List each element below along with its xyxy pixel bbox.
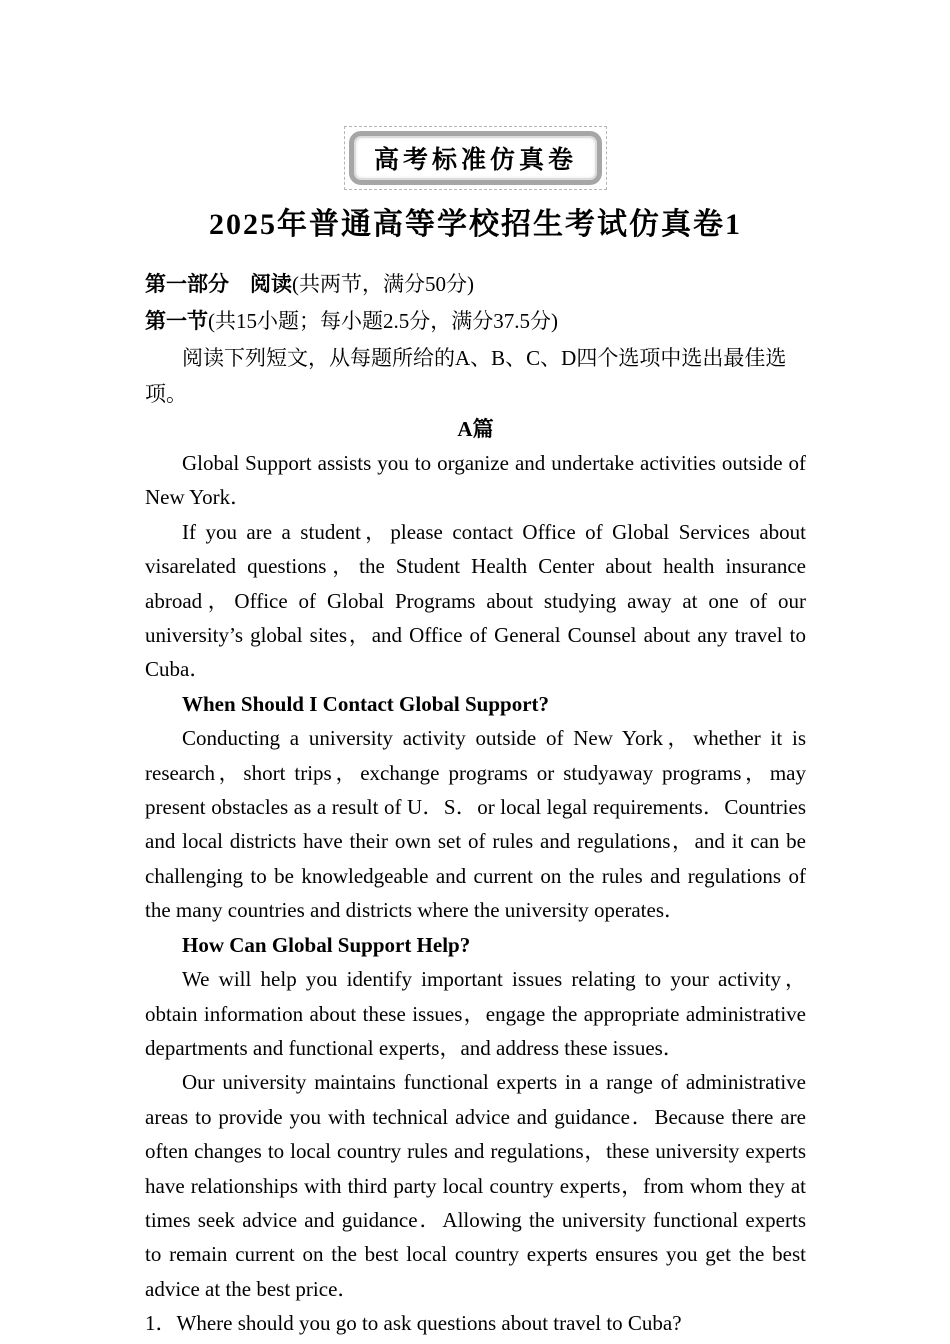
section-one-score-detail: (共15小题；每小题2.5分，满分37.5分) <box>208 309 558 333</box>
part-one-heading-line <box>145 266 806 303</box>
passage-a-label: A篇 <box>457 417 494 441</box>
passage-subheading-when-contact: When Should I Contact Global Support? <box>182 691 550 716</box>
part-one-score-detail: (共两节，满分50分) <box>292 272 474 296</box>
passage-paragraph-4: We will help you identify important issues relating to your activity，obtain information about these issues，engage the appropriate administrative departments and functional experts，and address these issues． <box>145 967 806 1060</box>
passage-paragraph-1: Global Support assists you to organize and undertake activities outside of New York． <box>145 451 806 510</box>
passage-paragraph-5: Our university maintains functional experts in a range of administrative areas to provide you with technical advice and guidance．Because there are often changes to local country rules and regulations，these university experts have relationships with third party local country experts，from whom they at times seek advice and guidance．Allowing the university functional experts to remain current on the best local country experts ensures you get the best advice at the best price． <box>145 1070 806 1301</box>
passage-subheading-how-help: How Can Global Support Help? <box>182 932 471 957</box>
section-one-heading-line <box>145 303 806 340</box>
page-title: 2025年普通高等学校招生考试仿真卷1 <box>209 208 742 241</box>
question-1-number: 1． <box>145 1311 177 1336</box>
part-one-heading: 第一部分 阅读 <box>145 273 292 296</box>
section-one-heading: 第一节 <box>145 310 208 333</box>
question-1-text: Where should you go to ask questions about travel to Cuba? <box>176 1311 682 1336</box>
exam-type-badge-frame <box>349 131 602 185</box>
question-1 <box>145 1306 806 1340</box>
passage-paragraph-2: If you are a student，please contact Office of Global Services about visarelated questions，the Student Health Center about health insurance abroad，Office of Global Programs about studying away at one of our university’s global sites，and Office of General Counsel about any travel to Cuba． <box>145 519 806 682</box>
passage-paragraph-3: Conducting a university activity outside of New York，whether it is research，short trips，exchange programs or studyaway programs，may present obstacles as a result of U．S．or local legal requirements．Countries and local districts have their own set of rules and regulations，and it can be challenging to be knowledgeable and current on the rules and regulations of the many countries and districts where the university operates． <box>145 726 806 923</box>
exam-type-badge-label: 高考标准仿真卷 <box>373 147 577 174</box>
reading-instructions: 阅读下列短文，从每题所给的A、B、C、D四个选项中选出最佳选项。 <box>145 346 787 406</box>
exam-type-badge <box>344 126 607 190</box>
